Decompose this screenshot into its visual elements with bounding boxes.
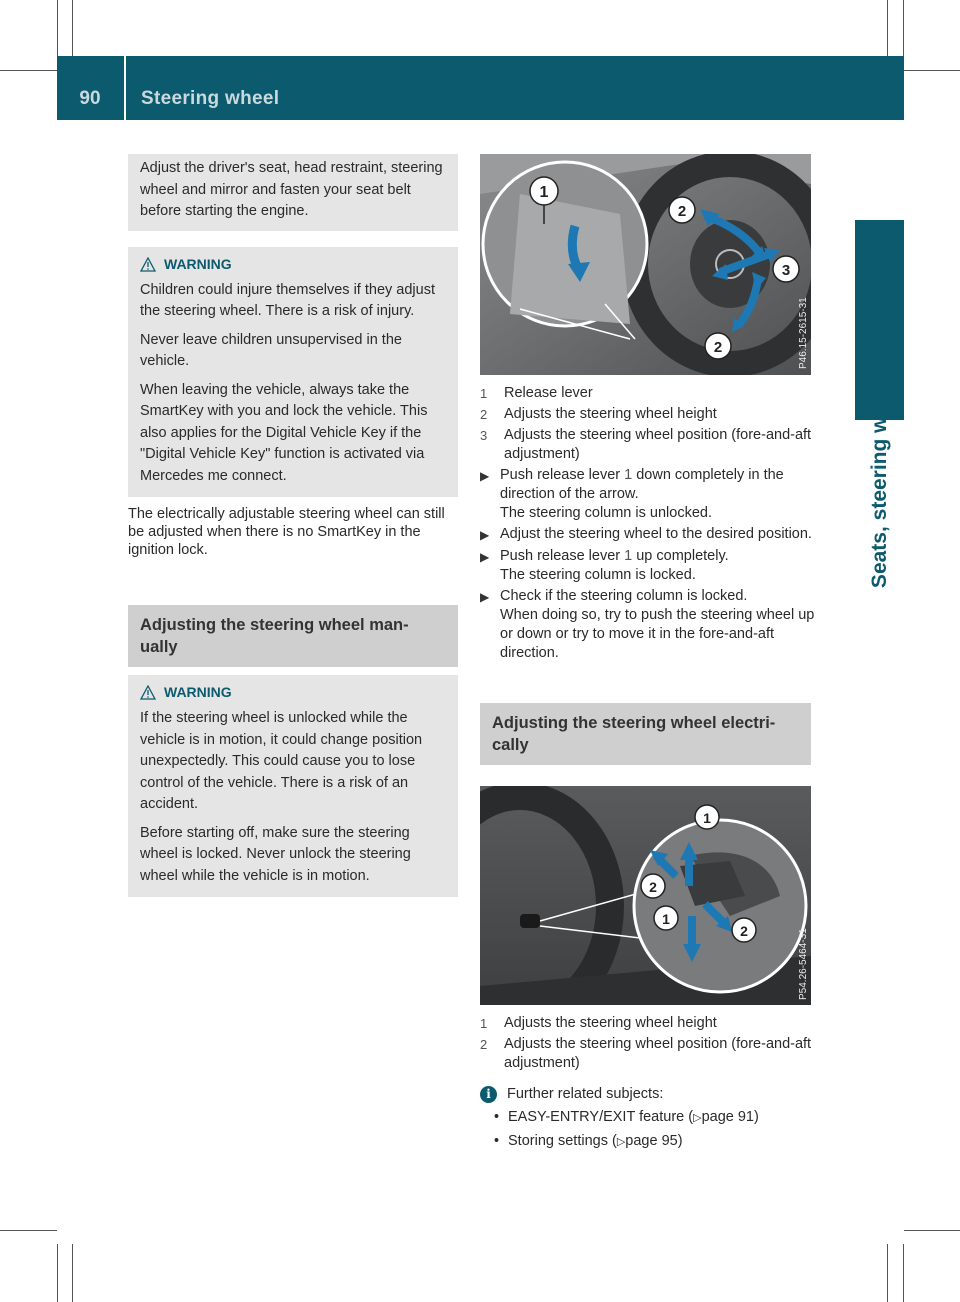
legend-number: 3 — [480, 428, 488, 443]
section-heading-text: Adjusting the steering wheel electri-cally — [492, 714, 776, 754]
section-heading-manual — [128, 605, 458, 667]
crop-mark — [904, 1230, 960, 1231]
legend-item — [480, 384, 815, 403]
legend-item — [480, 426, 815, 464]
warning-header — [140, 683, 448, 702]
chapter-label: Seats, steering wheel and mirrors — [868, 251, 891, 589]
warning-paragraph: When leaving the vehicle, always take the SmartKey with you and lock the vehicle. This also applies for the Digital Vehicle Key if the "Digital Vehicle Key" function is activated via Mercedes me connect. — [140, 381, 428, 484]
info-item — [494, 1132, 815, 1152]
warning-paragraph: If the steering wheel is unlocked while the vehicle is in motion, it could change position unexpectedly. This could cause you to lose control of the vehicle. There is a risk of an accident. — [140, 710, 423, 812]
crop-mark — [887, 0, 888, 56]
legend-item — [480, 405, 815, 424]
crop-mark — [72, 0, 73, 56]
crop-mark — [72, 1244, 73, 1302]
legend-number: 2 — [480, 407, 488, 422]
figure-steering-electric — [480, 786, 811, 1005]
callout-1: 1 — [703, 810, 711, 826]
page-ref-arrow-icon: ▷ — [616, 1136, 626, 1148]
callout-1b: 1 — [662, 911, 670, 927]
electric-note: The electrically adjustable steering wheel can still be adjusted when there is no SmartKey in the ignition lock. — [128, 506, 445, 558]
step-ref: 1 — [624, 548, 633, 564]
header-divider — [124, 56, 126, 120]
section-heading-electric — [480, 703, 811, 765]
page-ref-arrow-icon: ▷ — [693, 1112, 702, 1124]
page-number: 90 — [79, 88, 101, 109]
warning-box — [128, 675, 458, 897]
crop-mark — [57, 0, 58, 56]
right-column — [480, 384, 815, 765]
crop-mark — [0, 70, 57, 71]
step-text: up completely. — [632, 548, 729, 564]
legend-item — [480, 1014, 815, 1033]
info-item-close: ) — [753, 1109, 759, 1125]
instruction-step — [480, 587, 815, 663]
info-label: Further related subjects: — [507, 1086, 664, 1102]
step-text: Check if the steering column is locked. — [500, 588, 748, 604]
section-heading-text: Adjusting the steering wheel man-ually — [140, 616, 409, 656]
step-arrow-icon: ▶ — [480, 528, 490, 542]
step-arrow-icon: ▶ — [480, 469, 490, 483]
left-column — [128, 154, 458, 897]
step-result: The steering column is locked. — [500, 567, 696, 583]
legend-number: 2 — [480, 1037, 488, 1052]
warning-box — [128, 247, 458, 498]
page-link[interactable]: page 91 — [701, 1109, 754, 1125]
legend-text: Adjusts the steering wheel height — [504, 406, 717, 422]
instruction-step — [480, 525, 815, 545]
figure-code: P54.26-5464-31 — [798, 928, 809, 1000]
step-arrow-icon: ▶ — [480, 550, 490, 564]
step-text: down completely in the direction of the arrow. — [500, 467, 784, 502]
callout-1: 1 — [539, 184, 549, 201]
crop-mark — [904, 70, 960, 71]
info-block — [480, 1085, 815, 1152]
callout-2: 2 — [677, 203, 687, 220]
bullet-icon: • — [494, 1133, 500, 1149]
crop-mark — [0, 1230, 57, 1231]
callout-2b: 2 — [713, 339, 723, 356]
notice-box — [128, 154, 458, 231]
legend-text: Adjusts the steering wheel height — [504, 1015, 717, 1031]
warning-triangle-icon — [140, 257, 156, 272]
warning-header — [140, 255, 448, 274]
warning-paragraph: Children could injure themselves if they adjust the steering wheel. There is a risk of injury. — [140, 281, 435, 319]
legend-number: 1 — [480, 1016, 488, 1031]
step-result: The steering column is unlocked. — [500, 505, 712, 521]
step-ref: 1 — [624, 467, 633, 483]
crop-mark — [903, 0, 904, 56]
page-header — [57, 56, 904, 120]
legend-text: Adjusts the steering wheel position (fore-and-aft adjustment) — [504, 427, 812, 462]
step-text: Push release lever — [500, 548, 625, 564]
right-column-bottom — [480, 1014, 815, 1152]
info-item-text: EASY-ENTRY/EXIT feature ( — [508, 1109, 694, 1125]
callout-2b: 2 — [740, 923, 748, 939]
step-result: When doing so, try to push the steering wheel up or down or try to move it in the fore-and-aft direction. — [500, 607, 815, 661]
steering-lever-illustration — [480, 786, 811, 1005]
step-arrow-icon: ▶ — [480, 590, 490, 604]
legend-text: Adjusts the steering wheel position (fore-and-aft adjustment) — [504, 1036, 812, 1071]
info-item — [494, 1108, 815, 1128]
warning-paragraph: Never leave children unsupervised in the vehicle. — [140, 331, 402, 369]
notice-text: Adjust the driver's seat, head restraint, steering wheel and mirror and fasten your seat belt before starting the engine. — [140, 160, 443, 219]
figure-steering-manual — [480, 154, 811, 375]
warning-label: WARNING — [164, 684, 232, 700]
legend-text: Release lever — [504, 385, 593, 401]
instruction-step — [480, 466, 815, 523]
bullet-icon: • — [494, 1109, 500, 1125]
page-title: Steering wheel — [141, 88, 280, 109]
info-icon: i — [480, 1086, 497, 1103]
legend-item — [480, 1035, 815, 1073]
callout-2: 2 — [649, 879, 657, 895]
step-text: Push release lever — [500, 467, 625, 483]
crop-mark — [887, 1244, 888, 1302]
step-text: Adjust the steering wheel to the desired position. — [500, 526, 812, 542]
info-header — [480, 1085, 815, 1104]
legend-number: 1 — [480, 386, 488, 401]
warning-label: WARNING — [164, 255, 232, 272]
info-item-text: Storing settings ( — [508, 1133, 617, 1149]
warning-paragraph: Before starting off, make sure the steering wheel is locked. Never unlock the steering wheel while the vehicle is in motion. — [140, 824, 411, 884]
info-item-close: ) — [677, 1133, 683, 1149]
crop-mark — [903, 1244, 904, 1302]
instruction-step — [480, 547, 815, 585]
crop-mark — [57, 1244, 58, 1302]
steering-column-illustration — [480, 154, 811, 375]
figure-code: P46.15-2615-31 — [798, 297, 809, 369]
page-link[interactable]: page 95 — [625, 1133, 678, 1149]
warning-triangle-icon — [140, 685, 156, 700]
callout-3: 3 — [781, 262, 791, 279]
